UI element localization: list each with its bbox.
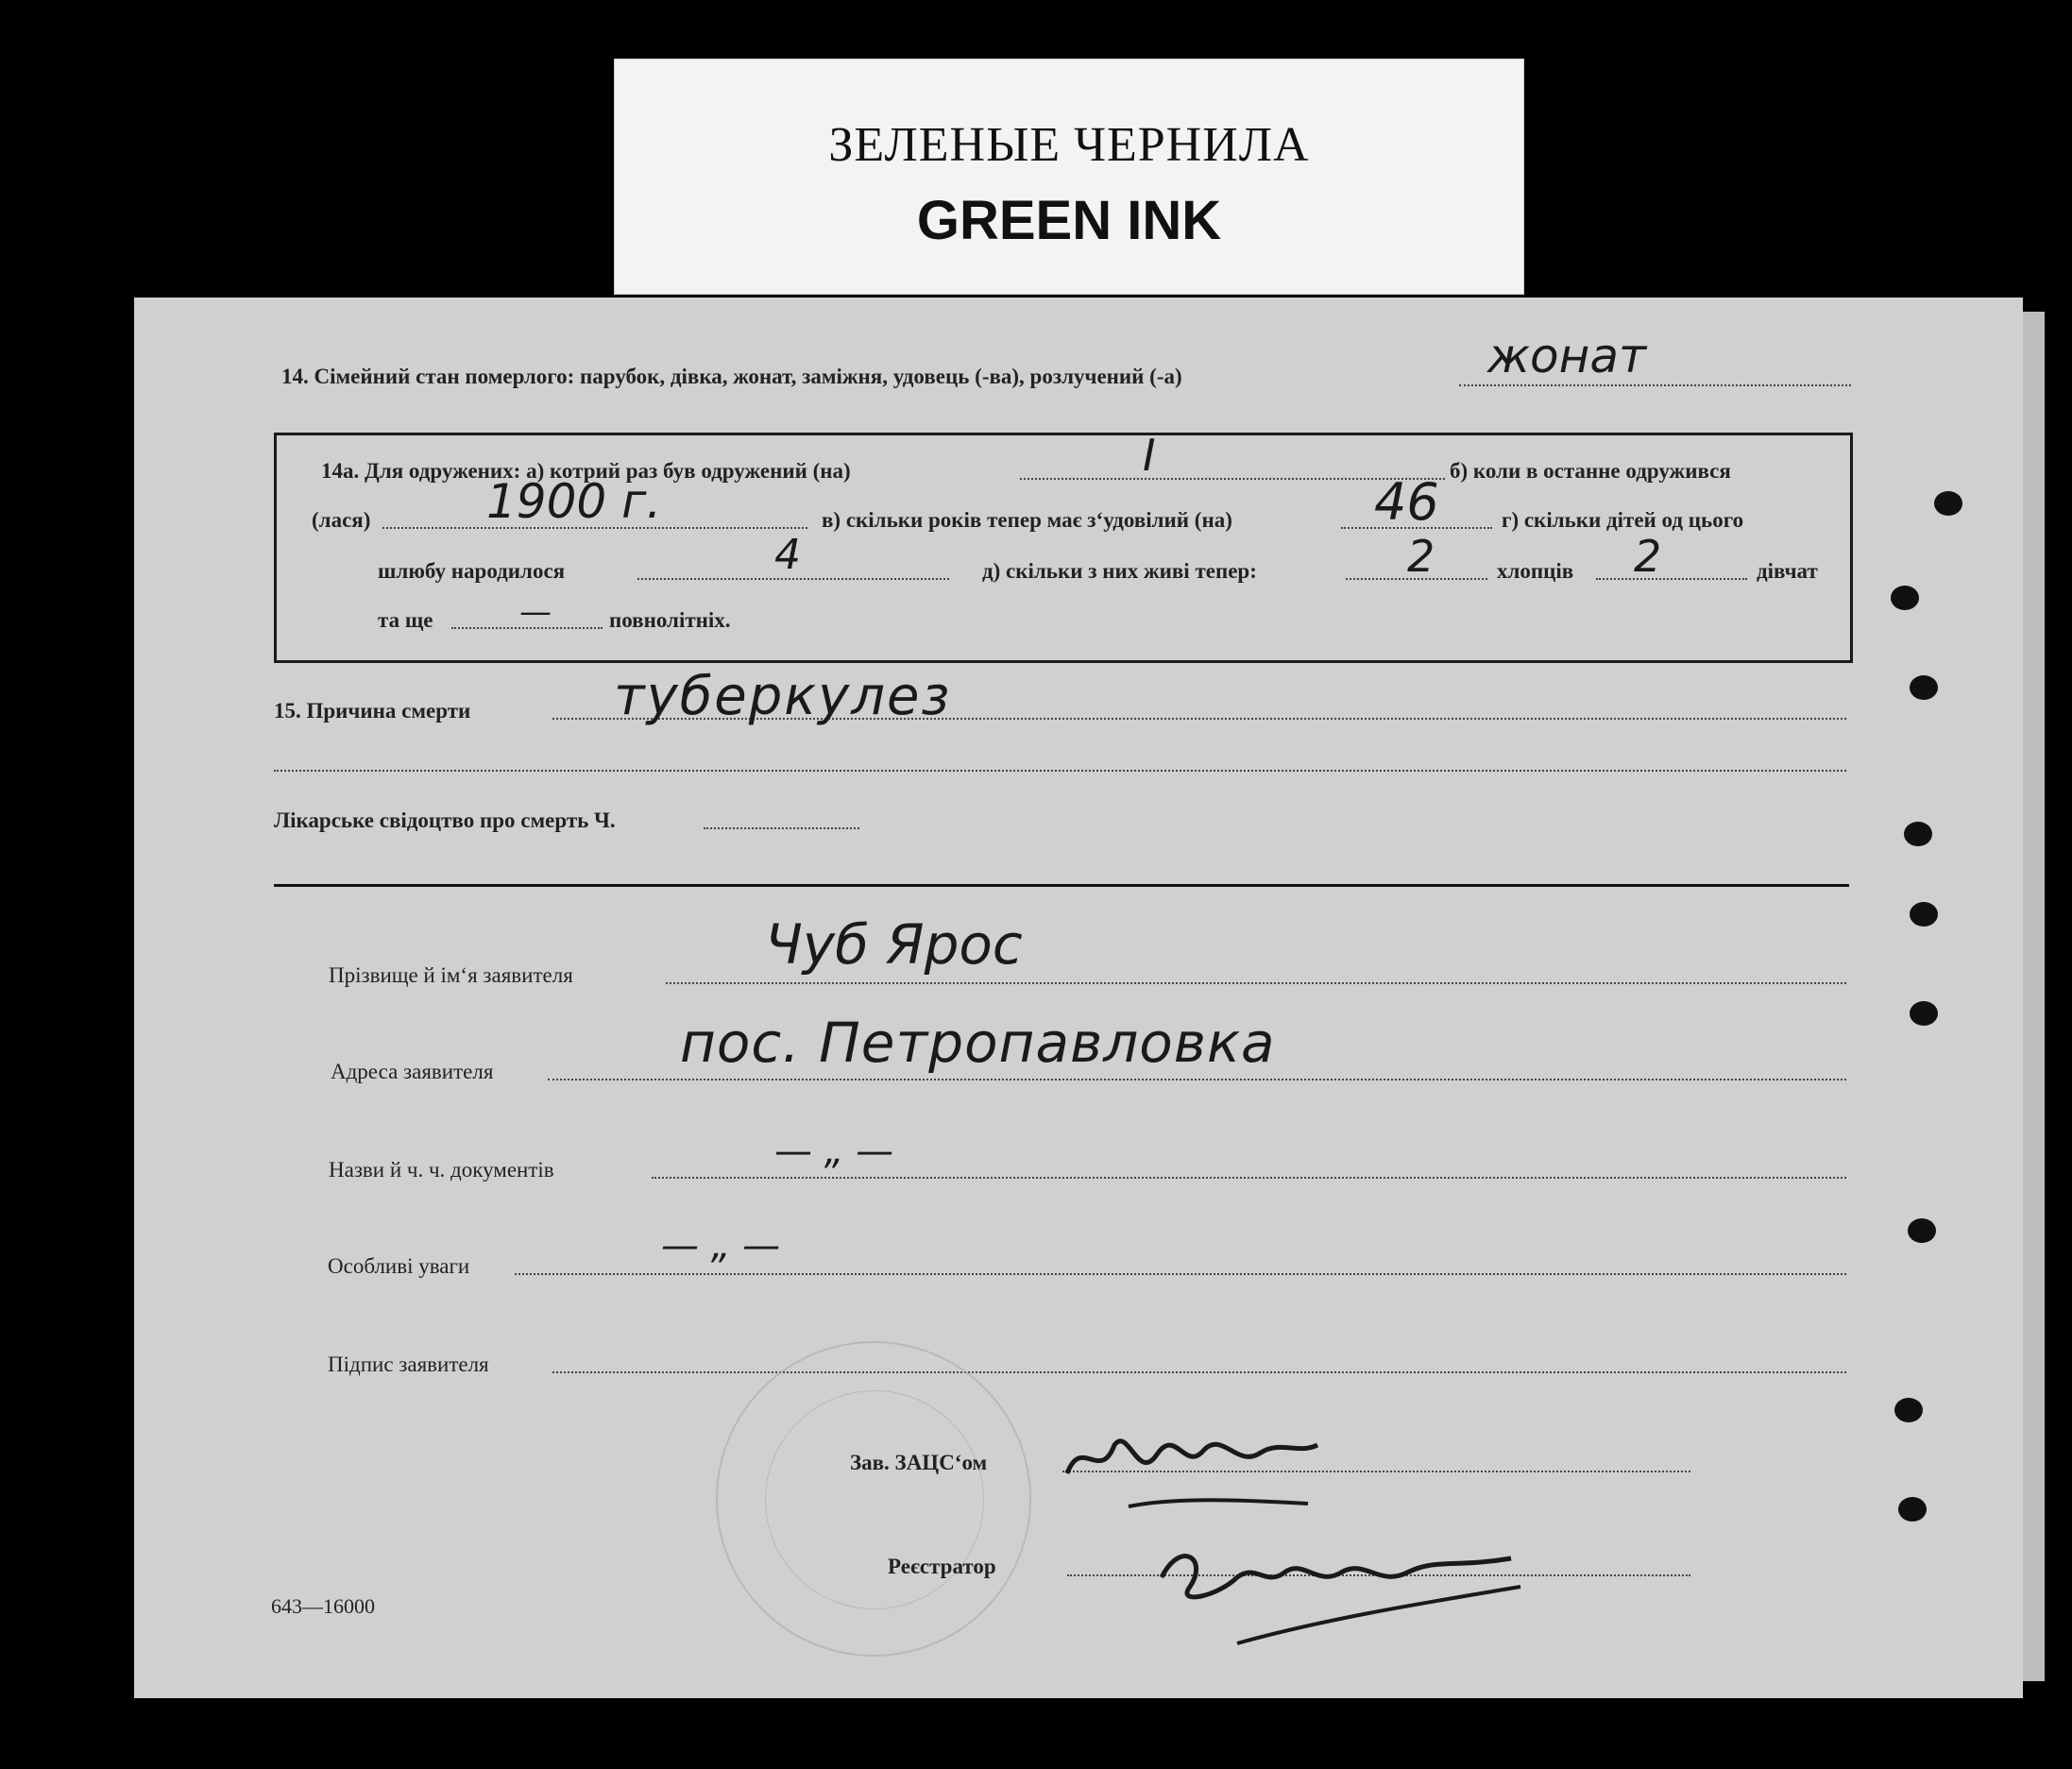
binding-hole — [1910, 675, 1938, 700]
death-cause-line-2 — [274, 770, 1846, 772]
binding-hole — [1891, 586, 1919, 610]
binding-hole — [1908, 1218, 1936, 1243]
children-label: г) скільки дітей од цього — [1502, 508, 1744, 532]
binding-hole — [1910, 1001, 1938, 1026]
girls-label: дівчат — [1757, 559, 1818, 583]
times-married-label: 14а. Для одружених: а) котрий раз був одружений (на) — [321, 459, 851, 483]
last-married-year: 1900 г. — [486, 474, 662, 529]
applicant-name-line — [666, 982, 1846, 984]
girls-line — [1596, 578, 1747, 580]
marital-status-line — [1459, 384, 1851, 386]
registrar-label: Реєстратор — [888, 1555, 996, 1578]
binding-hole — [1934, 491, 1962, 516]
print-code: 643—16000 — [271, 1594, 375, 1618]
last-married-label-cont: (лася) — [312, 508, 371, 532]
registrar-signature — [1152, 1530, 1530, 1653]
widowed-years-label: в) скільки років тепер має з‘удовілий (на) — [822, 508, 1232, 532]
marital-status-label: 14. Сімейний стан померлого: парубок, дівка, жонат, заміжня, удовець (-ва), розлучений (-а) — [281, 365, 1182, 388]
documents-value: — „ — — [774, 1130, 894, 1173]
binding-hole — [1910, 902, 1938, 927]
widowed-years-value: 46 — [1374, 472, 1439, 532]
children-born-label: шлюбу народилося — [378, 559, 566, 583]
medical-certificate-line — [704, 827, 859, 829]
children-born-value: 4 — [774, 531, 801, 579]
boys-value: 2 — [1407, 531, 1435, 582]
applicant-signature-label: Підпис заявителя — [328, 1352, 489, 1376]
head-label: Зав. ЗАЦС‘ом — [850, 1451, 988, 1474]
adults-label-prefix: та ще — [378, 608, 433, 632]
medical-certificate-label: Лікарське свідоцтво про смерть Ч. — [274, 808, 616, 832]
adults-value: — — [519, 593, 552, 631]
death-cause-label: 15. Причина смерти — [274, 699, 471, 723]
applicant-name-label: Прізвище й ім‘я заявителя — [329, 963, 573, 987]
documents-line — [652, 1177, 1846, 1179]
binding-hole — [1894, 1398, 1923, 1422]
boys-label: хлопців — [1497, 559, 1574, 583]
binding-hole — [1904, 822, 1932, 846]
ink-label-card — [614, 59, 1524, 295]
head-signature — [1062, 1417, 1346, 1521]
death-cause-value: туберкулез — [614, 666, 952, 727]
ink-label-russian: ЗЕЛЕНЫЕ ЧЕРНИЛА — [828, 118, 1310, 172]
official-stamp — [716, 1341, 1031, 1657]
applicant-address-label: Адреса заявителя — [331, 1060, 494, 1083]
section-divider — [274, 884, 1849, 887]
binding-hole — [1898, 1497, 1927, 1522]
adults-label: повнолітніх. — [609, 608, 731, 632]
documents-label: Назви й ч. ч. документів — [329, 1158, 554, 1182]
ink-label-english: GREEN INK — [916, 190, 1222, 251]
notes-line — [515, 1273, 1846, 1275]
applicant-address-value: пос. Петропавловка — [680, 1011, 1276, 1075]
last-married-label: б) коли в останне одружився — [1450, 459, 1731, 483]
applicant-address-line — [548, 1079, 1846, 1080]
applicant-name-value: Чуб Ярос — [765, 912, 1023, 977]
applicant-signature-line — [552, 1371, 1846, 1373]
times-married-value: I — [1143, 430, 1156, 481]
marital-status-value: жонат — [1487, 329, 1647, 383]
girls-value: 2 — [1634, 531, 1662, 582]
notes-value: — „ — — [661, 1224, 781, 1267]
children-alive-label: д) скільки з них живі тепер: — [982, 559, 1257, 583]
notes-label: Особливі уваги — [328, 1254, 470, 1278]
